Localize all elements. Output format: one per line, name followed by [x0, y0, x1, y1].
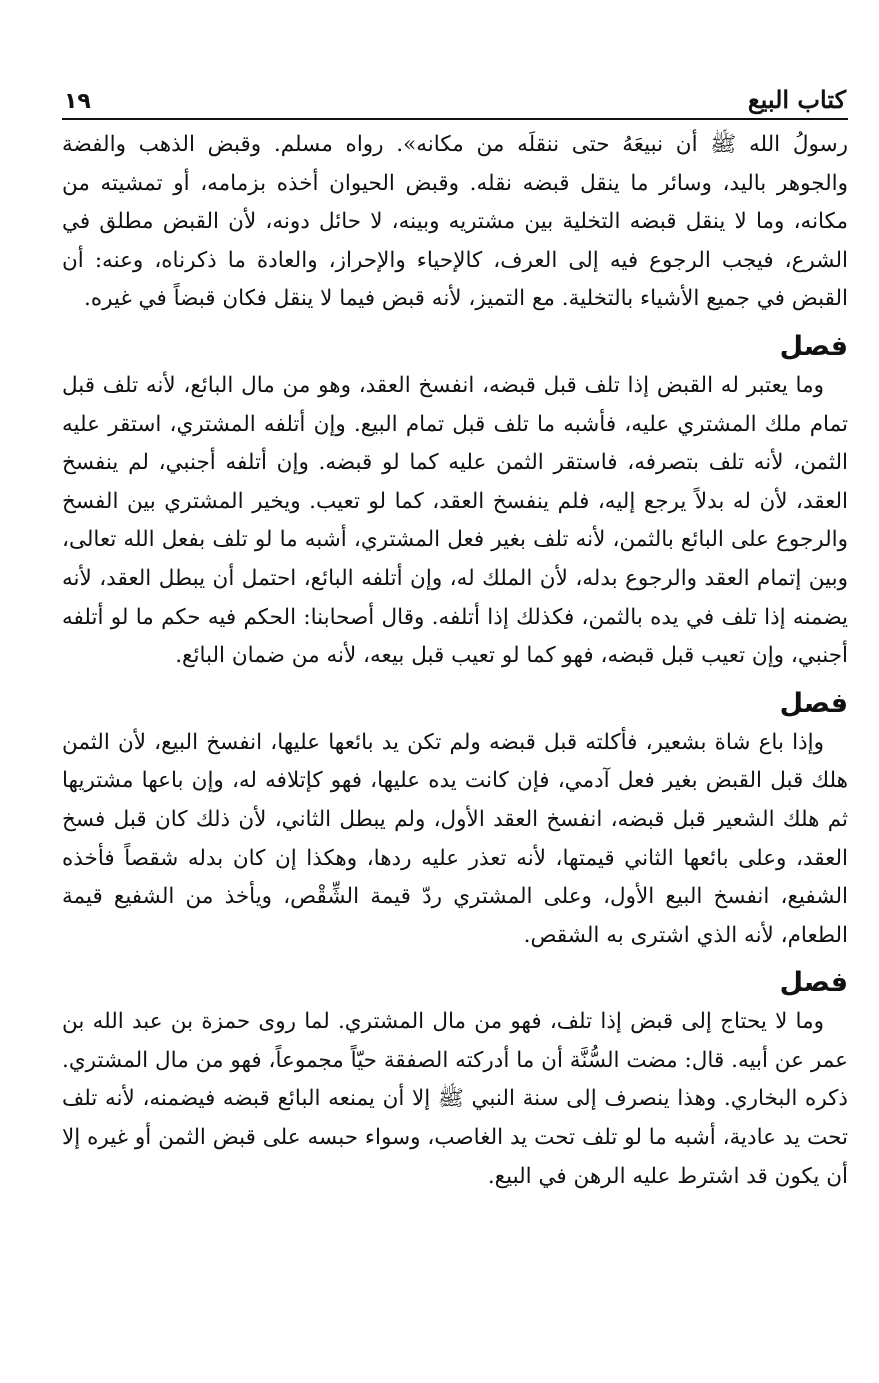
section-paragraph: وإذا باع شاة بشعير، فأكلته قبل قبضه ولم تكن يد بائعها عليها، انفسخ البيع، لأن الثمن هلك قبل القبض بغير فعل آدمي، فإن كانت يده عليها، فهو كإتلافه له، وإن باعها مشتريها ثم هلك الشعير قبل قبضه، انفسخ العقد الأول، ولم يبطل الثاني، لأن ذلك كان قبل فسخ العقد، وعلى بائعها الثاني قيمتها، لأنه تعذر عليه ردها، وهكذا إن كان بدله شقصاً فأخذه الشفيع، انفسخ البيع الأول، وعلى المشتري ردّ قيمة الشِّقْص، ويأخذ من الشفيع قيمة الطعام، لأنه الذي اشترى به الشقص.	[62, 729, 848, 948]
section-heading: فصل	[779, 687, 848, 719]
intro-paragraph: رسولُ الله ﷺ أن نبيعَهُ حتى ننقلَه من مكانه». رواه مسلم. وقبض الذهب والفضة والجوهر باليد، وسائر ما ينقل قبضه نقله. وقبض الحيوان أخذه بزمامه، أو تمشيته من مكانه، وما لا ينقل قبضه التخلية بين مشتريه وبينه، لا حائل دونه، لأن القبض مطلق في الشرع، فيجب الرجوع فيه إلى العرف، كالإحياء والإحراز، والعادة ما ذكرناه، وعنه: أن القبض في جميع الأشياء بالتخلية. مع التميز، لأنه قبض فيما لا ينقل فكان قبضاً في غيره.	[62, 132, 848, 312]
book-page	[62, 70, 848, 1196]
section-1	[62, 329, 848, 676]
section-paragraph: وما لا يحتاج إلى قبض إذا تلف، فهو من مال المشتري. لما روى حمزة بن عبد الله بن عمر عن أبيه. قال: مضت السُّنَّة أن ما أدركته الصفقة حيّاً مجموعاً، فهو من مال المشتري. ذكره البخاري. وهذا ينصرف إلى سنة النبي ﷺ إلا أن يمنعه البائع قبضه فيضمنه، لأنه تلف تحت يد عادية، أشبه ما لو تلف تحت يد الغاصب، وسواء حبسه على قبض الثمن أو غيره إلا أن يكون قد اشترط عليه الرهن في البيع.	[62, 1009, 848, 1189]
page-number: ١٩	[64, 89, 91, 114]
header-rule	[62, 118, 848, 120]
section-2	[62, 686, 848, 956]
section-heading: فصل	[779, 967, 848, 999]
book-title: كتاب البيع	[747, 85, 846, 114]
section-heading: فصل	[779, 330, 848, 362]
section-paragraph: وما يعتبر له القبض إذا تلف قبل قبضه، انفسخ العقد، وهو من مال البائع، لأنه تلف قبل تمام ملك المشتري عليه، فأشبه ما تلف قبل تمام البيع. وإن أتلفه المشتري، استقر عليه الثمن، لأنه تلف بتصرفه، فاستقر الثمن عليه كما لو قبضه. وإن أتلفه أجنبي، لم ينفسخ العقد، لأن له بدلاً يرجع إليه، فلم ينفسخ العقد، كما لو تعيب. ويخير المشتري بين الفسخ والرجوع على البائع بالثمن، لأنه تلف بغير فعل المشتري، أشبه ما لو تلف بفعل الله تعالى، وبين إتمام العقد والرجوع بدله، لأن الملك له، وإن أتلفه البائع، احتمل أن يبطل العقد، لأنه يضمنه إذا تلف في يده بالثمن، فكذلك إذا أتلفه. وقال أصحابنا: الحكم فيه حكم ما لو أتلفه أجنبي، وإن تعيب قبل قبضه، فهو كما لو تعيب قبل بيعه، لأنه من ضمان البائع.	[62, 372, 848, 669]
running-header	[62, 70, 848, 118]
section-3	[62, 965, 848, 1196]
